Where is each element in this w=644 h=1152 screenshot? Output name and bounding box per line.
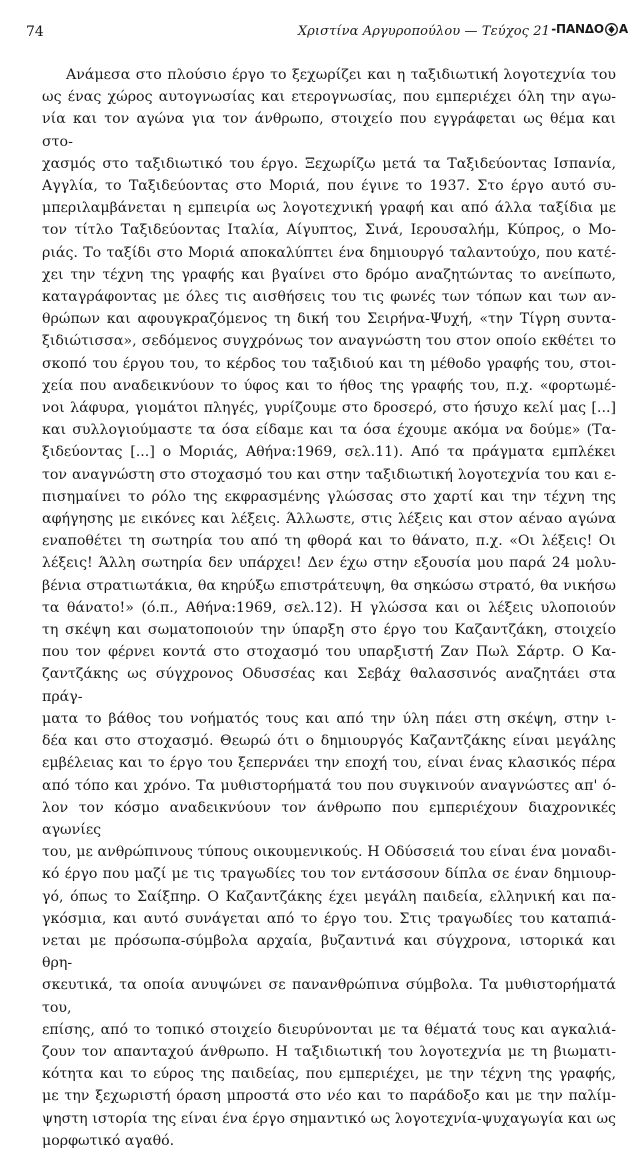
- text-line: γκόσμια, και αυτό συνάγεται από το έργο του. Στις τραγωδίες του καταπιά-: [42, 910, 616, 927]
- text-line: ματα το βάθος του νοήματός τους και από την ύλη πάει στη σκέψη, στην ι-: [42, 710, 616, 727]
- text-line: ως ένας χώρος αυτογνωσίας και ετερογνωσίας, που εμπεριέχει όλη την αγω-: [42, 89, 616, 106]
- text-line: τον τίτλο Ταξιδεύοντας Ιταλία, Αίγυπτος, Σινά, Ιερουσαλήμ, Κύπρος, ο Μο-: [42, 222, 616, 239]
- text-line: Αγγλία, το Ταξιδεύοντας στο Μοριά, που έγινε το 1937. Στο έργο αυτό συ-: [42, 178, 616, 195]
- text-line: λέξεις! Άλλη σωτηρία δεν υπάρχει! Δεν έχω στην εξουσία μου παρά 24 μολυ-: [42, 555, 616, 572]
- text-line: ξιδεύοντας [...] ο Μοριάς, Αθήνα:1969, σελ.11). Από τα πράγματα εμπλέκει: [42, 444, 616, 461]
- logo-text-prefix: -ΠΑΝΔΟ: [551, 22, 604, 36]
- text-line: εναποθέτει τη σωτηρία του από τη φθορά και το θάνατο, π.χ. «Οι λέξεις! Οι: [42, 533, 616, 550]
- text-line: βένια στρατιωτάκια, θα κηρύξω επιστράτευψη, θα σηκώσω στρατό, θα νικήσω: [42, 577, 616, 594]
- text-line: νοι λάφυρα, γιομάτοι πληγές, γυρίζουμε στο δροσερό, στο ήσυχο κελί μας [...]: [42, 400, 616, 417]
- text-line: γό, όπως το Σαίξπηρ. Ο Καζαντζάκης έχει μεγάλη παιδεία, ελληνική και πα-: [42, 888, 616, 905]
- text-line: Ανάμεσα στο πλούσιο έργο το ξεχωρίζει και η ταξιδιωτική λογοτεχνία του: [66, 67, 616, 83]
- text-line: τον αναγνώστη στο στοχασμό του και στην ταξιδιωτική λογοτεχνία του και ε-: [42, 466, 616, 483]
- text-line: καταγράφοντας με όλες τις αισθήσεις του τις φωνές των τόπων και των αν-: [42, 289, 616, 306]
- text-line: κότητα και το εύρος της παιδείας, που εμπεριέχει, με την τέχνη της γραφής,: [42, 1066, 616, 1083]
- text-line: του, με ανθρώπινους τύπους οικουμενικούς. Η Οδύσσειά του είναι ένα μοναδι-: [42, 844, 616, 861]
- text-line: αφήγησης με εικόνες και λέξεις. Άλλωστε, στις λέξεις και στον αέναο αγώνα: [42, 511, 616, 528]
- text-line: με την ξεχωριστή όραση μπροστά στο νέο και το παράδοξο και με την παλίμ-: [42, 1088, 616, 1105]
- text-line: νία και τον αγώνα για τον άνθρωπο, στοιχείο που εγγράφεται ως θέμα και στο-: [42, 111, 616, 150]
- text-line: μορφωτικό αγαθό.: [42, 1132, 175, 1149]
- text-line: νεται με πρόσωπα-σύμβολα αρχαία, βυζαντινά και σύγχρονα, ιστορικά και θρη-: [42, 932, 616, 972]
- text-line: δέα και στο στοχασμό. Θεωρώ ότι ο δημιουργός Καζαντζάκης είναι μεγάλης: [42, 733, 616, 750]
- text-line: χεία που αναδεικνύουν το ύφος και το ήθος της γραφής του, π.χ. «φορτωμέ-: [42, 377, 616, 394]
- running-head: Χριστίνα Αργυροπούλου — Τεύχος 21: [297, 24, 550, 39]
- text-line: λον τον κόσμο αναδεικνύουν τον άνθρωπο που εμπεριέχουν διαχρονικές αγωνίες: [42, 799, 616, 838]
- logo-text-suffix: Α: [618, 22, 628, 36]
- body-text: [42, 64, 616, 1152]
- text-line: σκοπό του έργου του, το κέρδος του ταξιδιού και τη μέθοδο γραφής του, στοι-: [42, 355, 616, 372]
- text-line: ριάς. Το ταξίδι στο Μοριά αποκαλύπτει ένα δημιουργό ταλαντούχο, που κατέ-: [42, 244, 616, 261]
- text-line: και συλλογιούμαστε τα όσα είδαμε και τα όσα έχουμε ακόμα να δούμε» (Τα-: [42, 422, 616, 439]
- text-line: χασμός στο ταξιδιωτικό του έργο. Ξεχωρίζω μετά τα Ταξιδεύοντας Ισπανία,: [42, 155, 616, 172]
- text-line: χει την τέχνη της γραφής και βγαίνει στο δρόμο αναζητώντας το ανείπωτο,: [42, 266, 616, 283]
- text-line: ξιδιώτισσα», σεδόμενος συγχρόνως τον αναγνώστη του στον οποίο εκθέτει το: [42, 333, 616, 350]
- text-line: ζουν τον απανταχού άνθρωπο. Η ταξιδιωτική του λογοτεχνία με τη βιωματι-: [42, 1043, 616, 1060]
- page-header: [26, 18, 628, 42]
- pandora-seal-icon: [605, 23, 618, 36]
- text-line: τα θάνατο!» (ό.π., Αθήνα:1969, σελ.12). Η γλώσσα και οι λέξεις υλοποιούν: [42, 599, 616, 616]
- text-line: θρώπων και αφουγκραζόμενος τη δική του Σειρήνα-Ψυχή, «την Τίγρη συντα-: [42, 311, 616, 328]
- text-line: από τόπο και χρόνο. Τα μυθιστορήματά του που συγκινούν αναγνώστες απ' ό-: [42, 777, 616, 794]
- text-line: επίσης, από το τοπικό στοιχείο διευρύνονται με τα θέματά τους και αγκαλιά-: [42, 1021, 616, 1038]
- text-line: που τον φέρνει κοντά στο στοχασμό του υπαρξιστή Ζαν Πωλ Σάρτρ. Ο Κα-: [42, 644, 616, 661]
- text-line: μπεριλαμβάνεται η εμπειρία ως λογοτεχνική γραφή και από άλλα ταξίδια με: [42, 200, 616, 217]
- paragraph: [42, 64, 616, 1152]
- text-line: τη σκέψη και σωματοποιούν την ύπαρξη στο έργο του Καζαντζάκη, στοιχείο: [42, 622, 616, 639]
- text-line: εμβέλειας και το έργο του ξεπερνάει την εποχή του, είναι ένας κλασικός πέρα: [42, 755, 616, 772]
- text-line: σκευτικά, τα οποία ανυψώνει σε πανανθρώπινα σύμβολα. Τα μυθιστορήματά του,: [42, 977, 616, 1016]
- page-number: 74: [26, 24, 44, 40]
- text-line: πισημαίνει το ρόλο της εκφρασμένης γλώσσας στο χαρτί και την τέχνη της: [42, 488, 616, 505]
- journal-logo: [551, 22, 628, 36]
- text-line: κό έργο που μαζί με τις τραγωδίες του τον εντάσσουν δίπλα σε έναν δημιουρ-: [42, 866, 616, 883]
- text-line: ψηστη ιστορία της είναι ένα έργο σημαντικό ως λογοτεχνία-ψυχαγωγία και ως: [42, 1110, 616, 1127]
- text-line: ζαντζάκης ως σύγχρονος Οδυσσέας και Σεβάχ θαλασσινός αναζητάει στα πράγ-: [42, 666, 616, 705]
